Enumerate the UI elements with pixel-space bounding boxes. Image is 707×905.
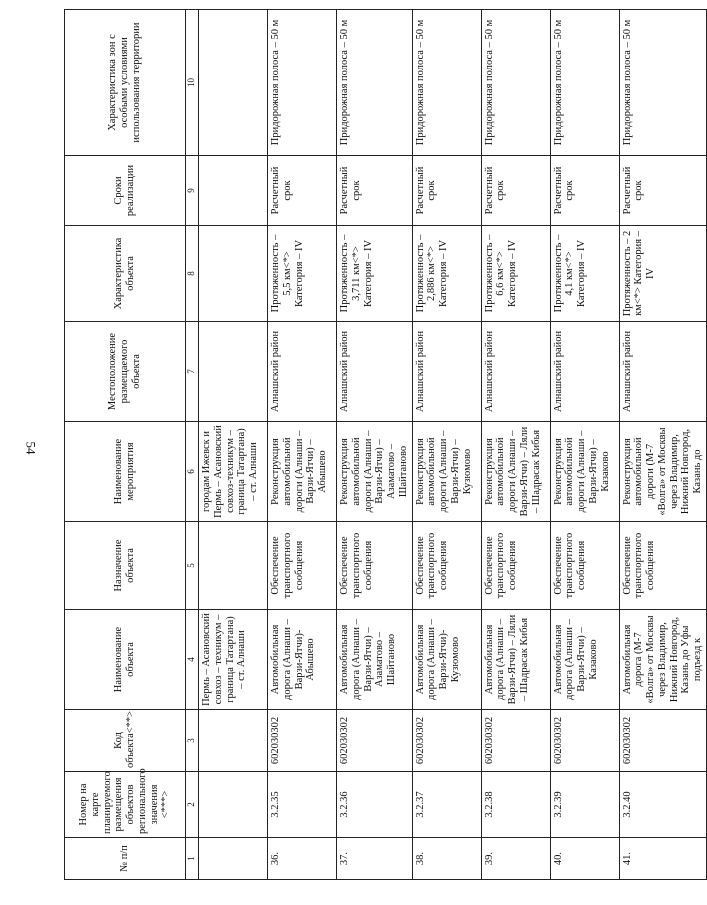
column-number: 2 — [186, 772, 199, 838]
object-name-cell: Автомобильная дорога (Алнаши – Варзи-Ятчи) – Азаматово – Шайтаново — [337, 610, 413, 710]
row-number-cell: 41. — [619, 838, 706, 880]
event-name-cell: Реконструкция автомобильной дороги (Алнаши – Варзи-Ятчи) – Азаматово – Шайтаново — [337, 422, 413, 522]
header-cell: Характеристика объекта — [65, 226, 186, 322]
table-cell — [199, 772, 268, 838]
column-number: 6 — [186, 422, 199, 522]
location-cell: Алнашский район — [268, 322, 337, 422]
object-purpose-cell: Обеспечение транспортного сообщения — [481, 522, 550, 610]
object-code-cell: 602030302 — [619, 710, 706, 772]
table-cell — [199, 10, 268, 156]
column-number: 8 — [186, 226, 199, 322]
continuation-row — [199, 10, 268, 880]
table-cell — [199, 710, 268, 772]
object-code-cell: 602030302 — [412, 710, 481, 772]
object-characteristic-cell: Протяженность – 4,1 км<*> Категория – IV — [550, 226, 619, 322]
row-number-cell: 37. — [337, 838, 413, 880]
zone-characteristic-cell: Придорожная полоса – 50 м — [337, 10, 413, 156]
table-cell: городам Ижевск и Пермь – Асановский совхоз-техникум – граница Татартана) – ст. Алнаши — [199, 422, 268, 522]
column-number: 10 — [186, 10, 199, 156]
zone-characteristic-cell: Придорожная полоса – 50 м — [268, 10, 337, 156]
table-row — [550, 10, 619, 880]
table-cell: Пермь – Асановский совхоз – техникум – граница Татартана) – ст. Алнаши — [199, 610, 268, 710]
table-cell — [199, 156, 268, 226]
event-name-cell: Реконструкция автомобильной дороги (Алнаши – Варзи-Ятчи) – Кузюмово — [412, 422, 481, 522]
location-cell: Алнашский район — [619, 322, 706, 422]
implementation-term-cell: Расчетный срок — [412, 156, 481, 226]
row-number-cell: 36. — [268, 838, 337, 880]
event-name-cell: Реконструкция автомобильной дороги (М-7 «Волга» от Москвы через Владимир, Нижний Новгород, Казань до — [619, 422, 706, 522]
object-characteristic-cell: Протяженность – 3,711 км<*> Категория – IV — [337, 226, 413, 322]
object-name-cell: Автомобильная дорога (Алнаши – Варзи-Ятчи) – Казаково — [550, 610, 619, 710]
object-characteristic-cell: Протяженность – 5,5 км<*> Категория – IV — [268, 226, 337, 322]
column-number: 7 — [186, 322, 199, 422]
object-characteristic-cell: Протяженность – 2 км<*> Категория – IV — [619, 226, 706, 322]
row-number-cell: 40. — [550, 838, 619, 880]
header-cell: Наименование мероприятия — [65, 422, 186, 522]
map-number-cell: 3.2.38 — [481, 772, 550, 838]
header-cell: Назначение объекта — [65, 522, 186, 610]
location-cell: Алнашский район — [481, 322, 550, 422]
document-table-container — [64, 10, 703, 880]
object-code-cell: 602030302 — [268, 710, 337, 772]
column-number: 1 — [186, 838, 199, 880]
header-cell: Наименование объекта — [65, 610, 186, 710]
table-body — [65, 10, 707, 880]
zone-characteristic-cell: Придорожная полоса – 50 м — [412, 10, 481, 156]
object-name-cell: Автомобильная дорога (Алнаши – Варзи-Ятчи)- Кузюмово — [412, 610, 481, 710]
event-name-cell: Реконструкция автомобильной дороги (Алнаши – Варзи-Ятчи) – Ляли – Шадрасак Кибья — [481, 422, 550, 522]
object-name-cell: Автомобильная дорога (Алнаши – Варзи-Ятчи)-Абышево — [268, 610, 337, 710]
table-row — [268, 10, 337, 880]
table-row — [337, 10, 413, 880]
table-cell — [199, 322, 268, 422]
header-cell: Сроки реализации — [65, 156, 186, 226]
table-cell — [199, 522, 268, 610]
header-cell: № п/п — [65, 838, 186, 880]
object-name-cell: Автомобильная дорога (Алнаши – Варзи-Ятчи) – Ляли – Шадрасак Кибья — [481, 610, 550, 710]
object-purpose-cell: Обеспечение транспортного сообщения — [550, 522, 619, 610]
row-number-cell: 38. — [412, 838, 481, 880]
event-name-cell: Реконструкция автомобильной дороги (Алнаши – Варзи-Ятчи) – Абышево — [268, 422, 337, 522]
table-row — [412, 10, 481, 880]
table-cell — [199, 838, 268, 880]
object-purpose-cell: Обеспечение транспортного сообщения — [268, 522, 337, 610]
object-characteristic-cell: Протяженность – 2,886 км<*> Категория – IV — [412, 226, 481, 322]
object-code-cell: 602030302 — [550, 710, 619, 772]
column-number: 4 — [186, 610, 199, 710]
header-cell: Характеристика зон с особыми условиями использования территории — [65, 10, 186, 156]
implementation-term-cell: Расчетный срок — [619, 156, 706, 226]
implementation-term-cell: Расчетный срок — [481, 156, 550, 226]
column-number: 5 — [186, 522, 199, 610]
header-cell: Код объекта<**> — [65, 710, 186, 772]
object-code-cell: 602030302 — [481, 710, 550, 772]
location-cell: Алнашский район — [412, 322, 481, 422]
map-number-cell: 3.2.36 — [337, 772, 413, 838]
table-cell — [199, 226, 268, 322]
zone-characteristic-cell: Придорожная полоса – 50 м — [619, 10, 706, 156]
column-number: 3 — [186, 710, 199, 772]
object-purpose-cell: Обеспечение транспортного сообщения — [337, 522, 413, 610]
object-characteristic-cell: Протяженность – 6,6 км<*> Категория – IV — [481, 226, 550, 322]
table-row — [481, 10, 550, 880]
page-number: 54 — [23, 441, 39, 455]
header-cell: Местоположение размещаемого объекта — [65, 322, 186, 422]
map-number-cell: 3.2.37 — [412, 772, 481, 838]
implementation-term-cell: Расчетный срок — [268, 156, 337, 226]
header-row — [65, 10, 186, 880]
implementation-term-cell: Расчетный срок — [337, 156, 413, 226]
event-name-cell: Реконструкция автомобильной дороги (Алнаши – Варзи-Ятчи) – Казаково — [550, 422, 619, 522]
map-number-cell: 3.2.39 — [550, 772, 619, 838]
object-code-cell: 602030302 — [337, 710, 413, 772]
objects-table — [64, 9, 707, 880]
map-number-cell: 3.2.40 — [619, 772, 706, 838]
location-cell: Алнашский район — [337, 322, 413, 422]
object-purpose-cell: Обеспечение транспортного сообщения — [412, 522, 481, 610]
zone-characteristic-cell: Придорожная полоса – 50 м — [481, 10, 550, 156]
table-row — [619, 10, 706, 880]
location-cell: Алнашский район — [550, 322, 619, 422]
column-number: 9 — [186, 156, 199, 226]
object-name-cell: Автомобильная дорога (М-7 «Волга» от Москвы через Владимир, Нижний Новгород, Казань до Уфы подъезд к — [619, 610, 706, 710]
implementation-term-cell: Расчетный срок — [550, 156, 619, 226]
zone-characteristic-cell: Придорожная полоса – 50 м — [550, 10, 619, 156]
map-number-cell: 3.2.35 — [268, 772, 337, 838]
header-cell: Номер на карте планируемого размещения объектов регионального значения <***> — [65, 772, 186, 838]
column-numbers-row — [186, 10, 199, 880]
row-number-cell: 39. — [481, 838, 550, 880]
object-purpose-cell: Обеспечение транспортного сообщения — [619, 522, 706, 610]
